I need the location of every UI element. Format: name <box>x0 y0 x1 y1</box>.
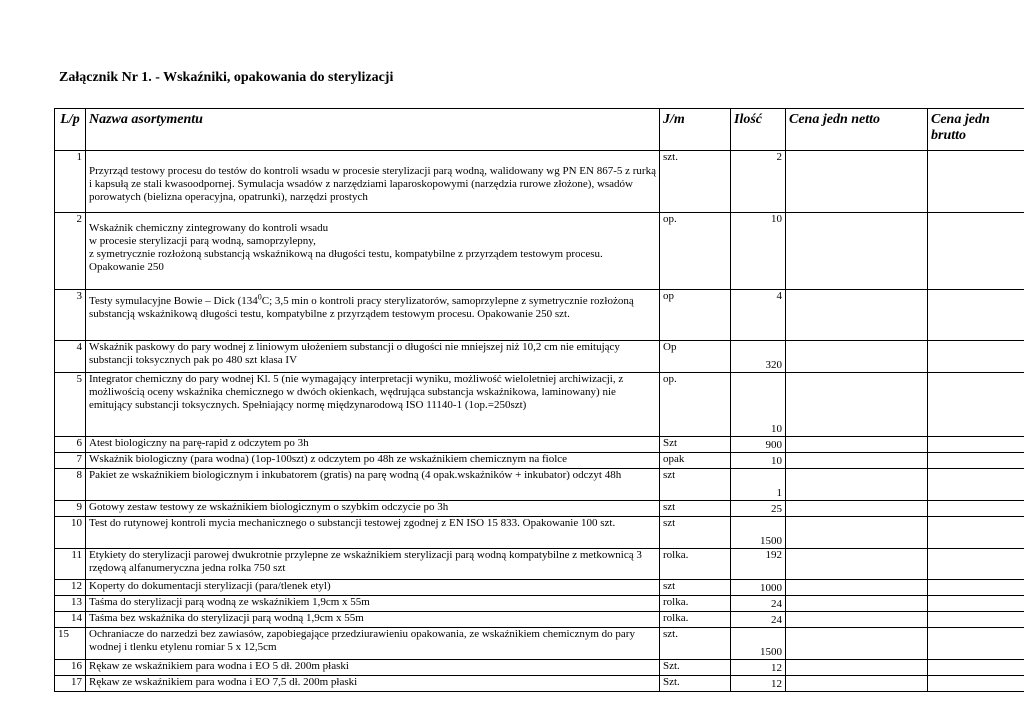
row-lp: 14 <box>55 612 86 628</box>
row-lp: 16 <box>55 660 86 676</box>
row-name-text-a: Testy symulacyjne Bowie – Dick (134 <box>89 295 258 307</box>
table-row <box>55 596 1024 612</box>
row-unit: szt <box>660 517 731 549</box>
table-row <box>55 453 1024 469</box>
row-qty: 12 <box>731 676 786 692</box>
row-name: Integrator chemiczny do pary wodnej Kl. 5 (nie wymagający interpretacji wyniku, możliwość wieloletniej archiwizacji, z możliwością oceny wskaźnika chemicznego w dwóch okienkach, wędrująca substancja wskaźnikowa, laminowany) nie emitujący substancji toksycznych. Spełniający normę międzynarodową ISO 11140-1 (1op.=250szt) <box>86 373 660 437</box>
row-net-price <box>786 453 928 469</box>
row-qty: 25 <box>731 501 786 517</box>
row-lp: 8 <box>55 469 86 501</box>
row-name: Test do rutynowej kontroli mycia mechanicznego o substancji testowej zgodnej z EN ISO 15 833. Opakowanie 100 szt. <box>86 517 660 549</box>
row-net-price <box>786 151 928 213</box>
row-unit: rolka. <box>660 549 731 580</box>
header-gross-price: Cena jedn brutto <box>928 109 1024 151</box>
table-row <box>55 628 1024 660</box>
row-unit: rolka. <box>660 596 731 612</box>
row-unit: opak <box>660 453 731 469</box>
table-row <box>55 373 1024 437</box>
row-qty: 10 <box>731 213 786 290</box>
row-qty: 12 <box>731 660 786 676</box>
row-lp: 15 <box>55 628 86 660</box>
table-row <box>55 660 1024 676</box>
row-gross-price <box>928 612 1024 628</box>
row-qty: 24 <box>731 596 786 612</box>
row-net-price <box>786 628 928 660</box>
table-row <box>55 290 1024 341</box>
row-net-price <box>786 501 928 517</box>
row-net-price <box>786 596 928 612</box>
row-qty: 24 <box>731 612 786 628</box>
row-qty: 1500 <box>731 517 786 549</box>
table-row <box>55 517 1024 549</box>
row-name-degree: 0 <box>257 292 262 302</box>
row-name <box>86 290 660 341</box>
row-gross-price <box>928 469 1024 501</box>
row-gross-price <box>928 676 1024 692</box>
row-gross-price <box>928 290 1024 341</box>
row-lp: 10 <box>55 517 86 549</box>
row-net-price <box>786 373 928 437</box>
row-unit: szt <box>660 580 731 596</box>
row-gross-price <box>928 596 1024 612</box>
row-unit: Szt <box>660 437 731 453</box>
row-lp: 4 <box>55 341 86 373</box>
row-gross-price <box>928 373 1024 437</box>
table-row <box>55 612 1024 628</box>
row-lp: 6 <box>55 437 86 453</box>
row-qty: 900 <box>731 437 786 453</box>
row-unit: rolka. <box>660 612 731 628</box>
row-lp: 7 <box>55 453 86 469</box>
row-name: Pakiet ze wskaźnikiem biologicznym i inkubatorem (gratis) na parę wodną (4 opak.wskaźników + inkubator) odczyt 48h <box>86 469 660 501</box>
row-net-price <box>786 437 928 453</box>
row-qty: 1000 <box>731 580 786 596</box>
row-unit: Szt. <box>660 676 731 692</box>
row-lp: 2 <box>55 213 86 290</box>
row-qty: 192 <box>731 549 786 580</box>
row-lp: 9 <box>55 501 86 517</box>
row-lp: 11 <box>55 549 86 580</box>
row-name-line: z symetrycznie rozłożoną substancją wskaźnikową na długości testu, kompatybilne z przyrządem testowym procesu. Opakowanie 250 <box>89 248 603 273</box>
header-unit: J/m <box>660 109 731 151</box>
row-gross-price <box>928 453 1024 469</box>
table-row <box>55 341 1024 373</box>
table-row <box>55 501 1024 517</box>
row-lp: 13 <box>55 596 86 612</box>
row-net-price <box>786 660 928 676</box>
row-name-text-b: C; 3,5 min o kontroli pracy sterylizatorów, samoprzylepne z symetrycznie rozłożoną substancją wskaźnikową długości testu, kompatybilne z przyrządem testowym procesu. Opakowanie 250 szt. <box>89 295 634 320</box>
row-unit: op. <box>660 213 731 290</box>
row-lp: 1 <box>55 151 86 213</box>
row-gross-price <box>928 580 1024 596</box>
row-gross-price <box>928 213 1024 290</box>
row-gross-price <box>928 437 1024 453</box>
row-name: Koperty do dokumentacji sterylizacji (para/tlenek etyl) <box>86 580 660 596</box>
row-unit: Op <box>660 341 731 373</box>
row-name-line: w procesie sterylizacji parą wodną, samoprzylepny, <box>89 235 316 247</box>
row-qty: 10 <box>731 373 786 437</box>
row-name <box>86 213 660 290</box>
header-lp: L/p <box>55 109 86 151</box>
row-unit: szt. <box>660 628 731 660</box>
row-gross-price <box>928 151 1024 213</box>
header-qty: Ilość <box>731 109 786 151</box>
row-unit: szt <box>660 469 731 501</box>
row-name: Wskaźnik paskowy do pary wodnej z liniowym ułożeniem substancji o długości nie mniejszej niż 10,2 cm nie emitujący substancji toksycznych pak po 480 szt klasa IV <box>86 341 660 373</box>
row-unit: op. <box>660 373 731 437</box>
table-row <box>55 151 1024 213</box>
row-unit: szt <box>660 501 731 517</box>
row-net-price <box>786 612 928 628</box>
row-name: Rękaw ze wskaźnikiem para wodna i EO 7,5 dł. 200m płaski <box>86 676 660 692</box>
header-name: Nazwa asortymentu <box>86 109 660 151</box>
row-net-price <box>786 580 928 596</box>
table-row <box>55 437 1024 453</box>
row-unit: op <box>660 290 731 341</box>
table-row <box>55 676 1024 692</box>
table-row <box>55 580 1024 596</box>
row-name: Gotowy zestaw testowy ze wskaźnikiem biologicznym o szybkim odczycie po 3h <box>86 501 660 517</box>
table-row <box>55 469 1024 501</box>
row-net-price <box>786 676 928 692</box>
row-net-price <box>786 517 928 549</box>
row-gross-price <box>928 549 1024 580</box>
row-name: Ochraniacze do narzedzi bez zawiasów, zapobiegające przedziurawieniu opakowania, ze wskaźnikiem chemicznym do pary wodnej i tlenku etylenu romiar 5 x 12,5cm <box>86 628 660 660</box>
row-unit: Szt. <box>660 660 731 676</box>
row-name: Rękaw ze wskaźnikiem para wodna i EO 5 dł. 200m płaski <box>86 660 660 676</box>
row-net-price <box>786 213 928 290</box>
row-net-price <box>786 341 928 373</box>
row-net-price <box>786 469 928 501</box>
row-qty: 1500 <box>731 628 786 660</box>
row-name: Wskaźnik biologiczny (para wodna) (1op-100szt) z odczytem po 48h ze wskaźnikiem chemicznym na fiolce <box>86 453 660 469</box>
row-gross-price <box>928 501 1024 517</box>
row-name: Taśma do sterylizacji parą wodną ze wskaźnikiem 1,9cm x 55m <box>86 596 660 612</box>
row-qty: 320 <box>731 341 786 373</box>
table-row <box>55 213 1024 290</box>
row-lp: 17 <box>55 676 86 692</box>
document-title: Załącznik Nr 1. - Wskaźniki, opakowania do sterylizacji <box>59 70 394 85</box>
row-name <box>86 151 660 213</box>
row-name-text: Przyrząd testowy procesu do testów do kontroli wsadu w procesie sterylizacji parą wodną, walidowany wg PN EN 867-5 z rurką i kapsułą ze stali kwasoodpornej. Symulacja wsadów z narzędziami laparoskopowymi (narzędzia rurowe złożone), wsadów porowatych (bielizna operacyjna, opatrunki), narzędzi prostych <box>89 165 656 203</box>
row-unit: szt. <box>660 151 731 213</box>
row-lp: 12 <box>55 580 86 596</box>
row-lp: 5 <box>55 373 86 437</box>
row-name: Atest biologiczny na parę-rapid z odczytem po 3h <box>86 437 660 453</box>
row-name: Taśma bez wskaźnika do sterylizacji parą wodną 1,9cm x 55m <box>86 612 660 628</box>
row-net-price <box>786 290 928 341</box>
price-table <box>54 108 1024 692</box>
row-gross-price <box>928 660 1024 676</box>
header-row <box>55 109 1024 151</box>
row-gross-price <box>928 341 1024 373</box>
row-qty: 2 <box>731 151 786 213</box>
row-name: Etykiety do sterylizacji parowej dwukrotnie przylepne ze wskaźnikiem sterylizacji parą wodną kompatybilne z metkownicą 3 rzędową alfanumeryczna jedna rolka 750 szt <box>86 549 660 580</box>
table-row <box>55 549 1024 580</box>
row-gross-price <box>928 628 1024 660</box>
row-gross-price <box>928 517 1024 549</box>
row-qty: 4 <box>731 290 786 341</box>
row-lp: 3 <box>55 290 86 341</box>
row-net-price <box>786 549 928 580</box>
row-qty: 10 <box>731 453 786 469</box>
row-qty: 1 <box>731 469 786 501</box>
header-net-price: Cena jedn netto <box>786 109 928 151</box>
row-name-line: Wskaźnik chemiczny zintegrowany do kontroli wsadu <box>89 222 329 234</box>
